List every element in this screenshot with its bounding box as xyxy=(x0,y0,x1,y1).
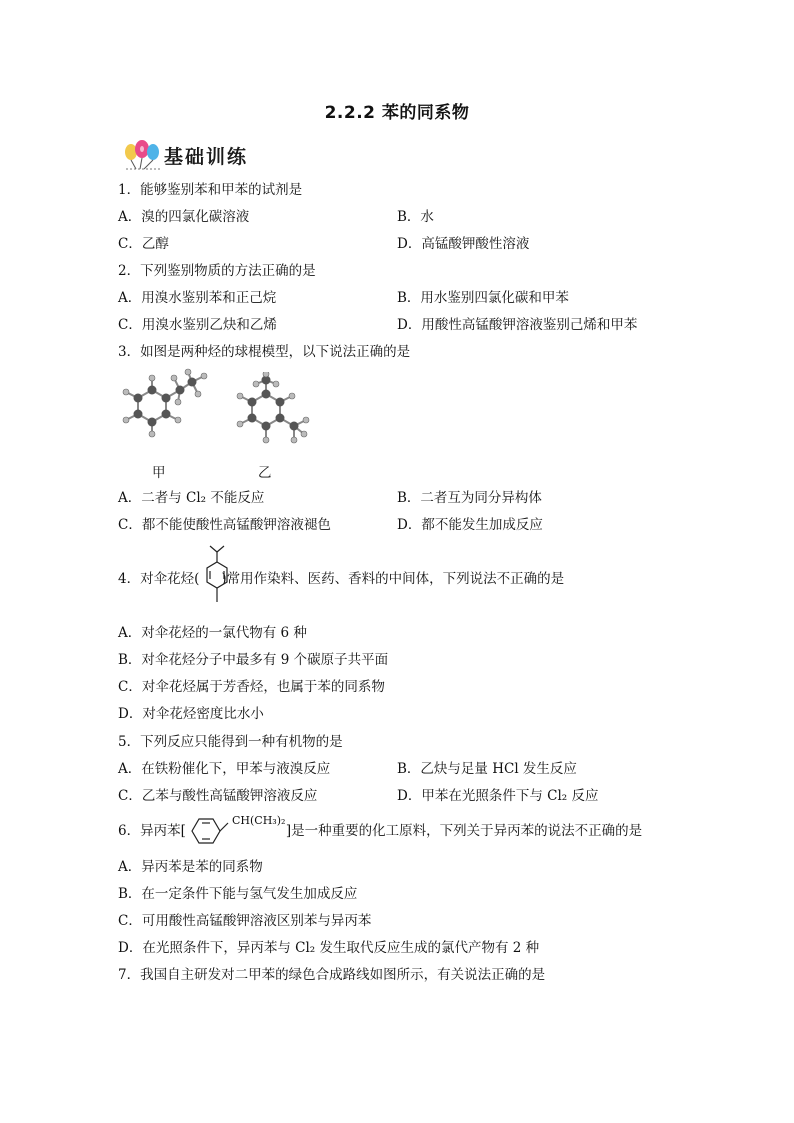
q5-option-a: A．在铁粉催化下，甲苯与液溴反应 xyxy=(118,761,331,777)
section-label: 基础训练 xyxy=(164,146,249,168)
ball-stick-model-jia xyxy=(118,368,218,448)
q2-option-d: D．用酸性高锰酸钾溶液鉴别己烯和甲苯 xyxy=(397,317,638,333)
q6-stem-pre: 6．异丙苯[ xyxy=(118,823,186,839)
question-1-stem: 1．能够鉴别苯和甲苯的试剂是 xyxy=(118,182,303,198)
cumene-substituent-label: CH(CH₃)₂ xyxy=(232,814,286,827)
q5-option-c: C．乙苯与酸性高锰酸钾溶液反应 xyxy=(118,788,318,804)
balloons-icon xyxy=(122,138,164,172)
q4-option-d: D．对伞花烃密度比水小 xyxy=(118,706,264,722)
question-7-stem: 7．我国自主研发对二甲苯的绿色合成路线如图所示，有关说法正确的是 xyxy=(118,967,546,983)
q1-option-a: A．溴的四氯化碳溶液 xyxy=(118,209,250,225)
figure-label-jia: 甲 xyxy=(152,465,166,481)
q4-stem-pre: 4．对伞花烃( xyxy=(118,571,200,587)
q2-option-b: B．用水鉴别四氯化碳和甲苯 xyxy=(397,290,569,306)
q4-option-b: B．对伞花烃分子中最多有 9 个碳原子共平面 xyxy=(118,652,389,668)
q4-option-a: A．对伞花烃的一氯代物有 6 种 xyxy=(118,625,307,641)
q5-option-d: D．甲苯在光照条件下与 Cl₂ 反应 xyxy=(397,788,599,804)
q4-stem-post: )常用作染料、医药、香料的中间体，下列说法不正确的是 xyxy=(221,571,565,587)
q3-option-c: C．都不能使酸性高锰酸钾溶液褪色 xyxy=(118,517,331,533)
question-3-stem: 3．如图是两种烃的球棍模型，以下说法正确的是 xyxy=(118,344,411,360)
q6-option-b: B．在一定条件下能与氢气发生加成反应 xyxy=(118,886,358,902)
q3-option-a: A．二者与 Cl₂ 不能反应 xyxy=(118,490,265,506)
q6-option-c: C．可用酸性高锰酸钾溶液区别苯与异丙苯 xyxy=(118,913,372,929)
q1-option-b: B．水 xyxy=(397,209,434,225)
q2-option-a: A．用溴水鉴别苯和正己烷 xyxy=(118,290,277,306)
q6-option-a: A．异丙苯是苯的同系物 xyxy=(118,859,263,875)
q6-option-d: D．在光照条件下，异丙苯与 Cl₂ 发生取代反应生成的氯代产物有 2 种 xyxy=(118,940,540,956)
figure-label-yi: 乙 xyxy=(258,465,272,481)
cumene-ring-structure xyxy=(184,815,230,847)
q1-option-d: D．高锰酸钾酸性溶液 xyxy=(397,236,530,252)
q3-option-d: D．都不能发生加成反应 xyxy=(397,517,543,533)
p-cymene-structure xyxy=(200,542,236,612)
question-5-stem: 5．下列反应只能得到一种有机物的是 xyxy=(118,734,343,750)
question-2-stem: 2．下列鉴别物质的方法正确的是 xyxy=(118,263,316,279)
q6-stem-post: ]是一种重要的化工原料，下列关于异丙苯的说法不正确的是 xyxy=(285,823,643,839)
q1-option-c: C．乙醇 xyxy=(118,236,169,252)
q5-option-b: B．乙炔与足量 HCl 发生反应 xyxy=(397,761,577,777)
question-4-stem xyxy=(118,570,564,588)
page-title: 2.2.2 苯的同系物 xyxy=(324,103,470,123)
q2-option-c: C．用溴水鉴别乙炔和乙烯 xyxy=(118,317,277,333)
ball-stick-model-yi xyxy=(228,372,328,448)
section-badge xyxy=(122,138,282,172)
q4-option-c: C．对伞花烃属于芳香烃，也属于苯的同系物 xyxy=(118,679,385,695)
q3-option-b: B．二者互为同分异构体 xyxy=(397,490,542,506)
